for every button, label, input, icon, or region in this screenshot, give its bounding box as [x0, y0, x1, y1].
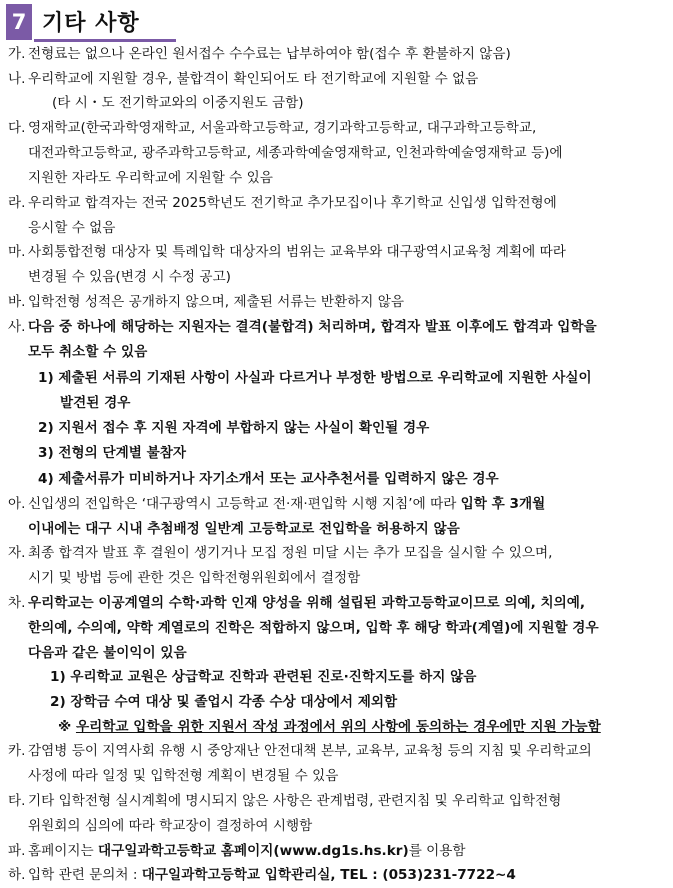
line-marker: 차. — [8, 595, 26, 611]
line-marker: 하. — [8, 867, 26, 883]
notice-line — [50, 690, 397, 715]
line-text: 우리학교 합격자는 전국 2025학년도 전기학교 추가모집이나 후기학교 신입생 입학전형에 — [28, 195, 557, 211]
section-number-badge: 7 — [6, 4, 32, 40]
line-marker: 가. — [8, 46, 26, 62]
notice-line — [58, 715, 601, 740]
line-text: 감염병 등이 지역사회 유행 시 중앙재난 안전대책 본부, 교육부, 교육청 등의 지침 및 우리학교의 — [28, 743, 592, 759]
notice-line — [8, 492, 545, 517]
notice-line — [8, 290, 404, 315]
line-text: 이내에는 대구 시내 추첨배정 일반계 고등학교로 전입학을 허용하지 않음 — [28, 521, 460, 537]
notice-line — [60, 391, 130, 416]
notice-line — [8, 541, 552, 566]
line-marker: 사. — [8, 319, 26, 335]
notice-line — [28, 166, 273, 191]
notice-line — [8, 789, 561, 814]
line-text: 시기 및 방법 등에 관한 것은 입학전형위원회에서 결정함 — [28, 570, 361, 586]
line-marker: 카. — [8, 743, 26, 759]
notice-line — [8, 116, 536, 141]
line-text: 홈페이지는 — [28, 843, 98, 859]
notice-line — [28, 764, 338, 789]
notice-line — [28, 814, 312, 839]
line-text: 1) 우리학교 교원은 상급학교 진학과 관련된 진로·진학지도를 하지 않음 — [50, 669, 477, 685]
line-text: 한의예, 수의예, 약학 계열로의 진학은 적합하지 않으며, 입학 후 해당 학과(계열)에 지원할 경우 — [28, 620, 599, 636]
section-title: 기타 사항 — [42, 11, 140, 36]
line-text: 우리학교는 이공계열의 수학·과학 인재 양성을 위해 설립된 과학고등학교이므로 의예, 치의예, — [28, 595, 586, 611]
notice-line — [38, 366, 592, 391]
notice-line — [8, 839, 466, 864]
notice-line — [28, 141, 563, 166]
line-text: 1) 제출된 서류의 기재된 사항이 사실과 다르거나 부정한 방법으로 우리학교에 지원한 사실이 — [38, 370, 592, 386]
line-text: 2) 지원서 접수 후 지원 자격에 부합하지 않는 사실이 확인될 경우 — [38, 420, 430, 436]
line-text: 다음과 같은 불이익이 있음 — [28, 645, 187, 661]
notice-line — [8, 67, 478, 92]
line-text: 우리학교에 지원할 경우, 불합격이 확인되어도 타 전기학교에 지원할 수 없음 — [28, 71, 479, 87]
line-text: 지원한 자라도 우리학교에 지원할 수 있음 — [28, 170, 273, 186]
notice-line — [28, 517, 460, 542]
line-text: 위원회의 심의에 따라 학교장이 결정하여 시행함 — [28, 818, 313, 834]
notice-line — [8, 315, 597, 340]
line-marker: 나. — [8, 71, 26, 87]
line-text: 를 이용함 — [408, 843, 466, 859]
line-marker: 다. — [8, 120, 26, 136]
notice-line — [28, 265, 231, 290]
line-text: 응시할 수 없음 — [28, 220, 116, 236]
line-marker: 라. — [8, 195, 26, 211]
notice-line — [8, 739, 592, 764]
line-text: 모두 취소할 수 있음 — [28, 344, 148, 360]
line-text[interactable]: 대구일과학고등학교 홈페이지(www.dg1s.hs.kr) — [97, 843, 409, 859]
notice-line — [28, 340, 147, 365]
notice-line — [8, 191, 557, 216]
line-text: 대구일과학고등학교 입학관리실, TEL : (053)231-7722~4 — [141, 867, 516, 883]
notice-line — [28, 566, 360, 591]
notice-line — [38, 416, 429, 441]
line-text: 영재학교(한국과학영재학교, 서울과학고등학교, 경기과학고등학교, 대구과학고등학교, — [28, 120, 537, 136]
line-text: 다음 중 하나에 해당하는 지원자는 결격(불합격) 처리하며, 합격자 발표 이후에도 합격과 입학을 — [28, 319, 597, 335]
line-marker: 파. — [8, 843, 26, 859]
notice-line — [38, 467, 499, 492]
notice-line — [28, 616, 599, 641]
line-text: 기타 입학전형 실시계획에 명시되지 않은 사항은 관계법령, 관련지침 및 우리학교 입학전형 — [28, 793, 562, 809]
line-marker: 타. — [8, 793, 26, 809]
line-text: 사정에 따라 일정 및 입학전형 계획이 변경될 수 있음 — [28, 768, 339, 784]
line-marker: 자. — [8, 545, 26, 561]
line-marker: 바. — [8, 294, 26, 310]
notice-line — [50, 665, 476, 690]
line-text: ※ — [58, 719, 76, 735]
line-text: 입학 관련 문의처 : — [28, 867, 142, 883]
line-text: 3) 전형의 단계별 불참자 — [38, 445, 187, 461]
section-header — [6, 4, 176, 40]
line-text: 입학전형 성적은 공개하지 않으며, 제출된 서류는 반환하지 않음 — [28, 294, 404, 310]
line-text: 최종 합격자 발표 후 결원이 생기거나 모집 정원 미달 시는 추가 모집을 실시할 수 있으며, — [28, 545, 553, 561]
line-text: (타 시・도 전기학교와의 이중지원도 금함) — [52, 95, 304, 111]
line-text: 신입생의 전입학은 ‘대구광역시 고등학교 전·재·편입학 시행 지침’에 따라 — [28, 496, 461, 512]
notice-line — [52, 91, 304, 116]
notice-line — [38, 441, 186, 466]
notice-line — [8, 591, 585, 616]
notice-line — [8, 240, 566, 265]
line-text: 사회통합전형 대상자 및 특례입학 대상자의 범위는 교육부와 대구광역시교육청 계획에 따라 — [28, 244, 566, 260]
notice-line — [28, 641, 187, 666]
line-marker: 마. — [8, 244, 26, 260]
line-text: 변경될 수 있음(변경 시 수정 공고) — [28, 269, 231, 285]
notice-line — [8, 42, 511, 67]
notice-line — [8, 863, 516, 888]
line-text: 2) 장학금 수여 대상 및 졸업시 각종 수상 대상에서 제외함 — [50, 694, 398, 710]
line-text: 입학 후 3개월 — [460, 496, 546, 512]
notice-line — [28, 216, 115, 241]
line-text: 대전과학고등학교, 광주과학고등학교, 세종과학예술영재학교, 인천과학예술영재학교 등)에 — [28, 145, 563, 161]
line-text: 전형료는 없으나 온라인 원서접수 수수료는 납부하여야 함(접수 후 환불하지 않음) — [28, 46, 511, 62]
line-text: 우리학교 입학을 위한 지원서 작성 과정에서 위의 사항에 동의하는 경우에만 지원 가능함 — [75, 719, 601, 735]
line-text: 발견된 경우 — [60, 395, 131, 411]
line-marker: 아. — [8, 496, 26, 512]
line-text: 4) 제출서류가 미비하거나 자기소개서 또는 교사추천서를 입력하지 않은 경우 — [38, 471, 499, 487]
